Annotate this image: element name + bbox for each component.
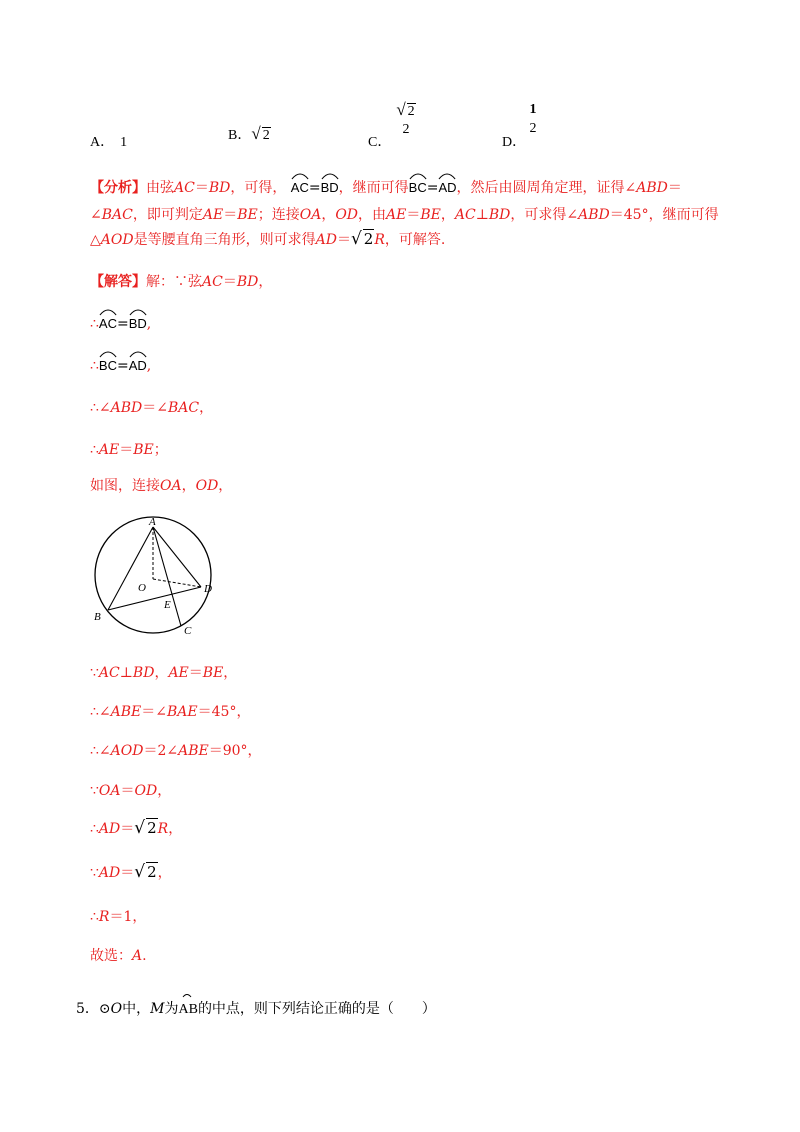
- solution-tag: 【解答】: [90, 274, 146, 290]
- arc-ac: AC: [291, 174, 309, 195]
- label-c: C: [184, 625, 192, 635]
- segment-bd: [108, 587, 201, 610]
- circle-symbol: ⊙: [98, 1001, 111, 1017]
- solution-line-6: 如图，连接OA，OD，: [90, 478, 233, 494]
- label-d: D: [204, 583, 212, 595]
- option-c-numerator: 2: [407, 104, 415, 119]
- analysis-line-3: △AOD是等腰直角三角形，则可求得AD＝√ 2R，可解答.: [90, 229, 446, 249]
- option-b-label: B．: [228, 128, 252, 143]
- option-c-fraction: √ 2 2: [392, 100, 420, 138]
- question-5: 5．⊙O中，M为 AB的中点，则下列结论正确的是（ ）: [76, 998, 436, 1018]
- solution-line-5: ∴AE＝BE；: [90, 442, 168, 458]
- sqrt-symbol: √: [251, 124, 261, 143]
- option-a-label: A．: [90, 135, 115, 150]
- solution-line-10: ∵OA＝OD，: [90, 783, 172, 799]
- solution-line-3: ∴ BC= AD,: [90, 352, 151, 374]
- circle-diagram: [88, 510, 223, 635]
- option-c-label: C．: [368, 135, 392, 150]
- analysis-line-1: [90, 174, 682, 197]
- solution-line-1: 【解答】解：∵弦AC＝BD，: [90, 274, 273, 290]
- text: ，可得，: [230, 180, 287, 196]
- label-e: E: [164, 599, 171, 611]
- var: ABD: [636, 180, 668, 196]
- solution-line-2: ∴ AC= BD,: [90, 310, 151, 332]
- segment-ad: [153, 527, 201, 587]
- solution-line-12: ∵AD＝√ 2，: [90, 862, 172, 882]
- text: ，然后由圆周角定理，证得∠: [456, 180, 637, 196]
- option-d-label: D．: [502, 135, 527, 150]
- label-o: O: [138, 582, 146, 594]
- arc-bd: BD: [129, 310, 147, 331]
- solution-line-14: 故选：A.: [90, 948, 147, 964]
- solution-line-9: ∴∠AOD＝2∠ABE＝90°，: [90, 743, 262, 759]
- arc-ad: AD: [438, 174, 456, 195]
- solution-line-7: ∵AC⊥BD，AE＝BE，: [90, 665, 238, 681]
- solution-line-8: ∴∠ABE＝∠BAE＝45°，: [90, 704, 251, 720]
- text: ＝: [667, 180, 682, 196]
- arc-equation-bc-ad: BC= AD: [409, 180, 457, 196]
- solution-line-11: ∴AD＝√ 2R，: [90, 818, 183, 838]
- analysis-tag: 【分析】: [90, 180, 146, 196]
- segment-ab: [108, 527, 153, 610]
- arc-ab: AB: [178, 1002, 197, 1018]
- segment-ac: [153, 527, 181, 626]
- option-a-value: 1: [120, 135, 128, 150]
- question-number: 5．: [76, 1001, 99, 1017]
- option-a: [90, 131, 127, 151]
- arc-bc: BC: [409, 174, 427, 195]
- arc-bc: BC: [99, 352, 117, 373]
- label-b: B: [94, 611, 101, 623]
- var: BD: [208, 180, 231, 196]
- text: 由弦: [146, 180, 174, 196]
- text: ，继而可得: [338, 180, 409, 196]
- label-a: A: [149, 516, 156, 528]
- segment-od: [153, 579, 201, 587]
- text: ＝: [194, 180, 209, 196]
- option-b-radicand: 2: [262, 128, 270, 143]
- arc-equation-ac-bd: AC= BD: [291, 180, 339, 196]
- option-b: [228, 124, 271, 144]
- solution-line-13: ∴R＝1，: [90, 909, 147, 925]
- arc-ac: AC: [99, 310, 117, 331]
- option-d-fraction: [526, 102, 540, 137]
- option-c-denominator: 2: [402, 122, 410, 137]
- option-d-denominator: 2: [529, 121, 537, 136]
- solution-line-4: ∴∠ABD＝∠BAC，: [90, 400, 214, 416]
- option-d-numerator: 1: [529, 102, 537, 117]
- arc-bd: BD: [321, 174, 339, 195]
- var: AC: [174, 180, 195, 196]
- analysis-line-2: ∠BAC，即可判定AE＝BE；连接OA，OD，由AE＝BE，AC⊥BD，可求得∠ABD＝45°，继而可得: [90, 207, 719, 223]
- arc-ad: AD: [129, 352, 147, 373]
